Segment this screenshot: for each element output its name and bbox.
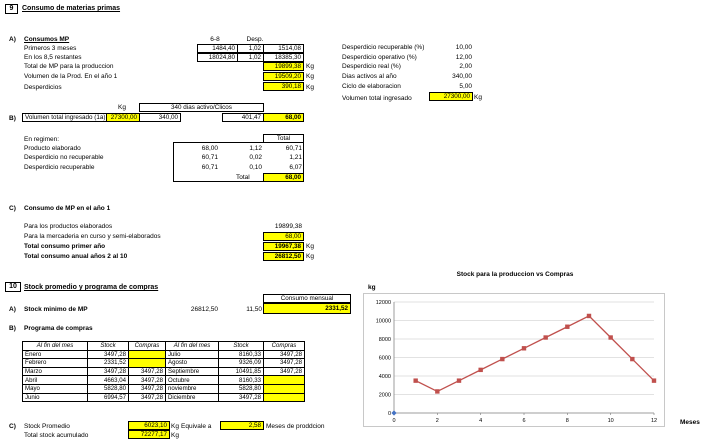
- programa-table: [22, 341, 305, 402]
- desperdicios-label: Desperdicios: [24, 84, 62, 91]
- programa-title: Programa de compras: [24, 325, 93, 332]
- param-label-3: Dias activos al año: [342, 73, 397, 80]
- compras-cell: 3497,28: [129, 376, 166, 385]
- x-tick-label: 12: [650, 418, 658, 424]
- c-row-1-label: Para la mercaderia en curso y semi-elaborados: [24, 233, 161, 240]
- data-point: [435, 389, 439, 393]
- stock-min-letter: A): [9, 306, 16, 313]
- vol-prod-unit: Kg: [306, 73, 314, 80]
- section-a-letter: A): [9, 36, 16, 43]
- regimen-row-0-b: 1,12: [249, 145, 262, 152]
- stock-cell: 10491,85: [219, 367, 264, 376]
- data-point: [391, 410, 396, 415]
- programa-header-stock-2: Stock: [219, 342, 264, 351]
- compras-cell: [129, 359, 166, 368]
- stock-prom-letter: C): [9, 423, 16, 430]
- section-9-title: Consumo de materias primas: [22, 5, 121, 12]
- vol-prod-label: Volumen de la Prod. En el año 1: [24, 73, 118, 80]
- regimen-total-header: Total: [263, 134, 304, 143]
- stock-min-label: Stock minimo de MP: [24, 306, 88, 313]
- programa-header-stock-1: Stock: [88, 342, 129, 351]
- b-value-1: 27300,00: [106, 113, 140, 122]
- regimen-row-2-c: 6,07: [289, 164, 302, 171]
- mes-cell: Agosto: [166, 359, 219, 368]
- data-point: [608, 335, 612, 339]
- vol-prod-value: 19509,20: [263, 72, 304, 81]
- section-10-title: Stock promedio y programa de compras: [24, 284, 159, 291]
- x-tick-label: 4: [479, 418, 483, 424]
- compras-cell: 3497,28: [264, 359, 305, 368]
- param-label-2: Desperdicio real (%): [342, 63, 401, 70]
- param-value-3: 340,00: [452, 73, 472, 80]
- stock-prom-unit: Kg: [171, 423, 179, 430]
- param-label-4: Ciclo de elaboracion: [342, 83, 401, 90]
- b-value-3: 401,47: [222, 113, 264, 122]
- total-mp-label: Total de MP para la produccion: [24, 63, 114, 70]
- y-tick-label: 4000: [378, 374, 391, 380]
- desperdicios-unit: Kg: [306, 84, 314, 91]
- compras-cell: [264, 393, 305, 402]
- c-row-2-value: 19967,38: [263, 242, 304, 251]
- col-header-68: 6-8: [210, 36, 220, 43]
- data-point: [652, 378, 656, 382]
- stock-cell: 3497,28: [88, 367, 129, 376]
- data-point: [413, 378, 417, 382]
- chart-svg: [364, 294, 664, 426]
- x-tick-label: 8: [565, 418, 569, 424]
- data-point: [587, 314, 591, 318]
- row-restantes-v3: 18385,30: [263, 53, 304, 62]
- data-point: [543, 335, 547, 339]
- row-restantes-v1: 18024,80: [197, 53, 238, 62]
- regimen-total-value: 68,00: [263, 173, 304, 182]
- regimen-row-1-b: 0,02: [249, 154, 262, 161]
- table-row: [23, 350, 305, 359]
- row-primeros-v3: 1514,08: [263, 44, 304, 53]
- data-point: [457, 378, 461, 382]
- param-value-2: 2,00: [459, 63, 472, 70]
- data-point: [500, 357, 504, 361]
- col-header-desp: Desp.: [246, 36, 264, 43]
- c-row-0-label: Para los productos elaborados: [24, 223, 113, 230]
- row-restantes-v2: 1,02: [237, 53, 264, 62]
- c-row-3-label: Total consumo anual años 2 al 10: [24, 253, 128, 260]
- c-row-1-value: 68,00: [263, 232, 304, 241]
- stock-prom-equiv: Equivale a: [181, 423, 212, 430]
- x-tick-label: 10: [607, 418, 614, 424]
- stock-cell: 8160,33: [219, 376, 264, 385]
- regimen-title: En regimen:: [24, 136, 60, 143]
- table-row: [23, 359, 305, 368]
- mes-cell: Septiembre: [166, 367, 219, 376]
- compras-cell: [264, 384, 305, 393]
- compras-cell: [264, 376, 305, 385]
- table-row: [23, 376, 305, 385]
- data-point: [630, 357, 634, 361]
- programa-header-mes-1: Al fin del mes: [23, 342, 88, 351]
- stock-cell: 2331,52: [88, 359, 129, 368]
- row-primeros-label: Primeros 3 meses: [24, 45, 77, 52]
- y-tick-label: 6000: [378, 355, 391, 362]
- compras-cell: 3497,28: [129, 367, 166, 376]
- x-tick-label: 0: [392, 418, 396, 424]
- series-line-stock: [416, 316, 654, 391]
- mes-cell: Octubre: [166, 376, 219, 385]
- section-a-title: Consumos MP: [24, 36, 70, 43]
- x-tick-label: 2: [435, 418, 439, 424]
- param-label-1: Desperdicio operativo (%): [342, 54, 417, 61]
- section-10-number: 10: [5, 282, 21, 292]
- compras-cell: 3497,28: [264, 350, 305, 359]
- regimen-row-1-c: 1,21: [289, 154, 302, 161]
- chart-ylabel: kg: [368, 284, 376, 291]
- table-row: [23, 367, 305, 376]
- c-row-2-unit: Kg: [306, 243, 314, 250]
- stock-acum-value: 72277,17: [128, 430, 170, 439]
- compras-cell: 3497,28: [129, 393, 166, 402]
- c-row-3-unit: Kg: [306, 253, 314, 260]
- mes-cell: Mayo: [23, 384, 88, 393]
- programa-header-compras-2: Compras: [264, 342, 305, 351]
- total-mp-unit: Kg: [306, 63, 314, 70]
- regimen-row-2-b: 0,10: [249, 164, 262, 171]
- row-primeros-v2: 1,02: [237, 44, 264, 53]
- desperdicios-value: 390,18: [263, 82, 304, 91]
- param-value-4: 5,00: [459, 83, 472, 90]
- data-point: [478, 368, 482, 372]
- stock-min-v2: 11,50: [246, 306, 262, 313]
- c-row-2-label: Total consumo primer año: [24, 243, 106, 250]
- vol-ingresado-value: 27300,00: [429, 92, 473, 101]
- section-c-title: Consumo de MP en el año 1: [24, 205, 111, 212]
- stock-cell: 4663,04: [88, 376, 129, 385]
- compras-cell: [129, 350, 166, 359]
- stock-cell: 9326,09: [219, 359, 264, 368]
- regimen-row-1-label: Desperdicio no recuperable: [24, 154, 104, 161]
- section-c-letter: C): [9, 205, 16, 212]
- b-value-2: 340,00: [139, 113, 181, 122]
- b-label: Volumen total ingresado (1a): [22, 113, 107, 122]
- vol-ingresado-unit: Kg: [474, 94, 482, 101]
- total-mp-value: 19899,38: [263, 62, 304, 71]
- stock-acum-unit: Kg: [171, 432, 179, 439]
- stock-acum-label: Total stock acumulado: [24, 432, 89, 439]
- section-b-letter: B): [9, 115, 16, 122]
- chart-xlabel: Meses: [680, 419, 700, 426]
- stock-min-v1: 26812,50: [190, 306, 218, 313]
- programa-letter: B): [9, 325, 16, 332]
- stock-chart: [363, 293, 665, 427]
- section-9-number: 9: [5, 4, 18, 14]
- data-point: [522, 346, 526, 350]
- regimen-row-2-a: 60,71: [201, 164, 218, 171]
- y-tick-label: 10000: [375, 318, 391, 325]
- mes-cell: Febrero: [23, 359, 88, 368]
- stock-prom-value: 6023,10: [128, 421, 170, 430]
- compras-cell: 3497,28: [129, 384, 166, 393]
- mes-cell: Junio: [23, 393, 88, 402]
- regimen-row-0-a: 68,00: [201, 145, 218, 152]
- regimen-row-0-c: 60,71: [285, 145, 302, 152]
- param-value-1: 12,00: [455, 54, 472, 61]
- y-tick-label: 12000: [375, 300, 391, 306]
- table-row: [23, 384, 305, 393]
- mes-cell: Enero: [23, 350, 88, 359]
- programa-header-mes-2: Al fin del mes: [166, 342, 219, 351]
- mes-cell: Abril: [23, 376, 88, 385]
- b-dias-header: 340 dias activo/Clicos: [139, 103, 264, 112]
- mes-cell: Marzo: [23, 367, 88, 376]
- stock-prom-label: Stock Promedio: [24, 423, 70, 430]
- param-value-0: 10,00: [455, 44, 472, 51]
- regimen-total-label: Total: [236, 174, 250, 181]
- compras-cell: 3497,28: [264, 367, 305, 376]
- stock-prom-meses: 2,58: [220, 421, 264, 430]
- regimen-row-0-label: Producto elaborado: [24, 145, 81, 152]
- data-point: [565, 325, 569, 329]
- param-label-0: Desperdicio recuperable (%): [342, 44, 425, 51]
- row-primeros-v1: 1484,40: [197, 44, 238, 53]
- y-tick-label: 8000: [378, 337, 391, 343]
- y-tick-label: 2000: [378, 392, 391, 399]
- consumo-mensual-value: 2331,52: [263, 303, 351, 314]
- stock-cell: 3497,28: [88, 350, 129, 359]
- b-value-4: 68,00: [263, 113, 304, 122]
- regimen-row-1-a: 60,71: [201, 154, 218, 161]
- stock-cell: 3497,28: [219, 393, 264, 402]
- stock-prom-meses-label: Meses de proddcion: [266, 423, 325, 430]
- consumo-mensual-header: Consumo mensual: [263, 294, 351, 303]
- mes-cell: Diciembre: [166, 393, 219, 402]
- b-kg-header: Kg: [118, 104, 126, 111]
- y-tick-label: 0: [387, 411, 391, 417]
- stock-cell: 5828,80: [88, 384, 129, 393]
- programa-header-compras-1: Compras: [129, 342, 166, 351]
- stock-cell: 6994,57: [88, 393, 129, 402]
- x-tick-label: 6: [522, 418, 526, 424]
- table-row: [23, 393, 305, 402]
- vol-ingresado-label: Volumen total ingresado: [342, 95, 412, 102]
- mes-cell: noviembre: [166, 384, 219, 393]
- c-row-3-value: 26812,50: [263, 252, 304, 261]
- c-row-0-value: 19899,38: [274, 223, 302, 230]
- mes-cell: Julio: [166, 350, 219, 359]
- regimen-row-2-label: Desperdicio recuperable: [24, 164, 95, 171]
- row-restantes-label: En los 8,5 restantes: [24, 54, 82, 61]
- chart-title: Stock para la produccion vs Compras: [456, 271, 574, 278]
- stock-cell: 8160,33: [219, 350, 264, 359]
- stock-cell: 5828,80: [219, 384, 264, 393]
